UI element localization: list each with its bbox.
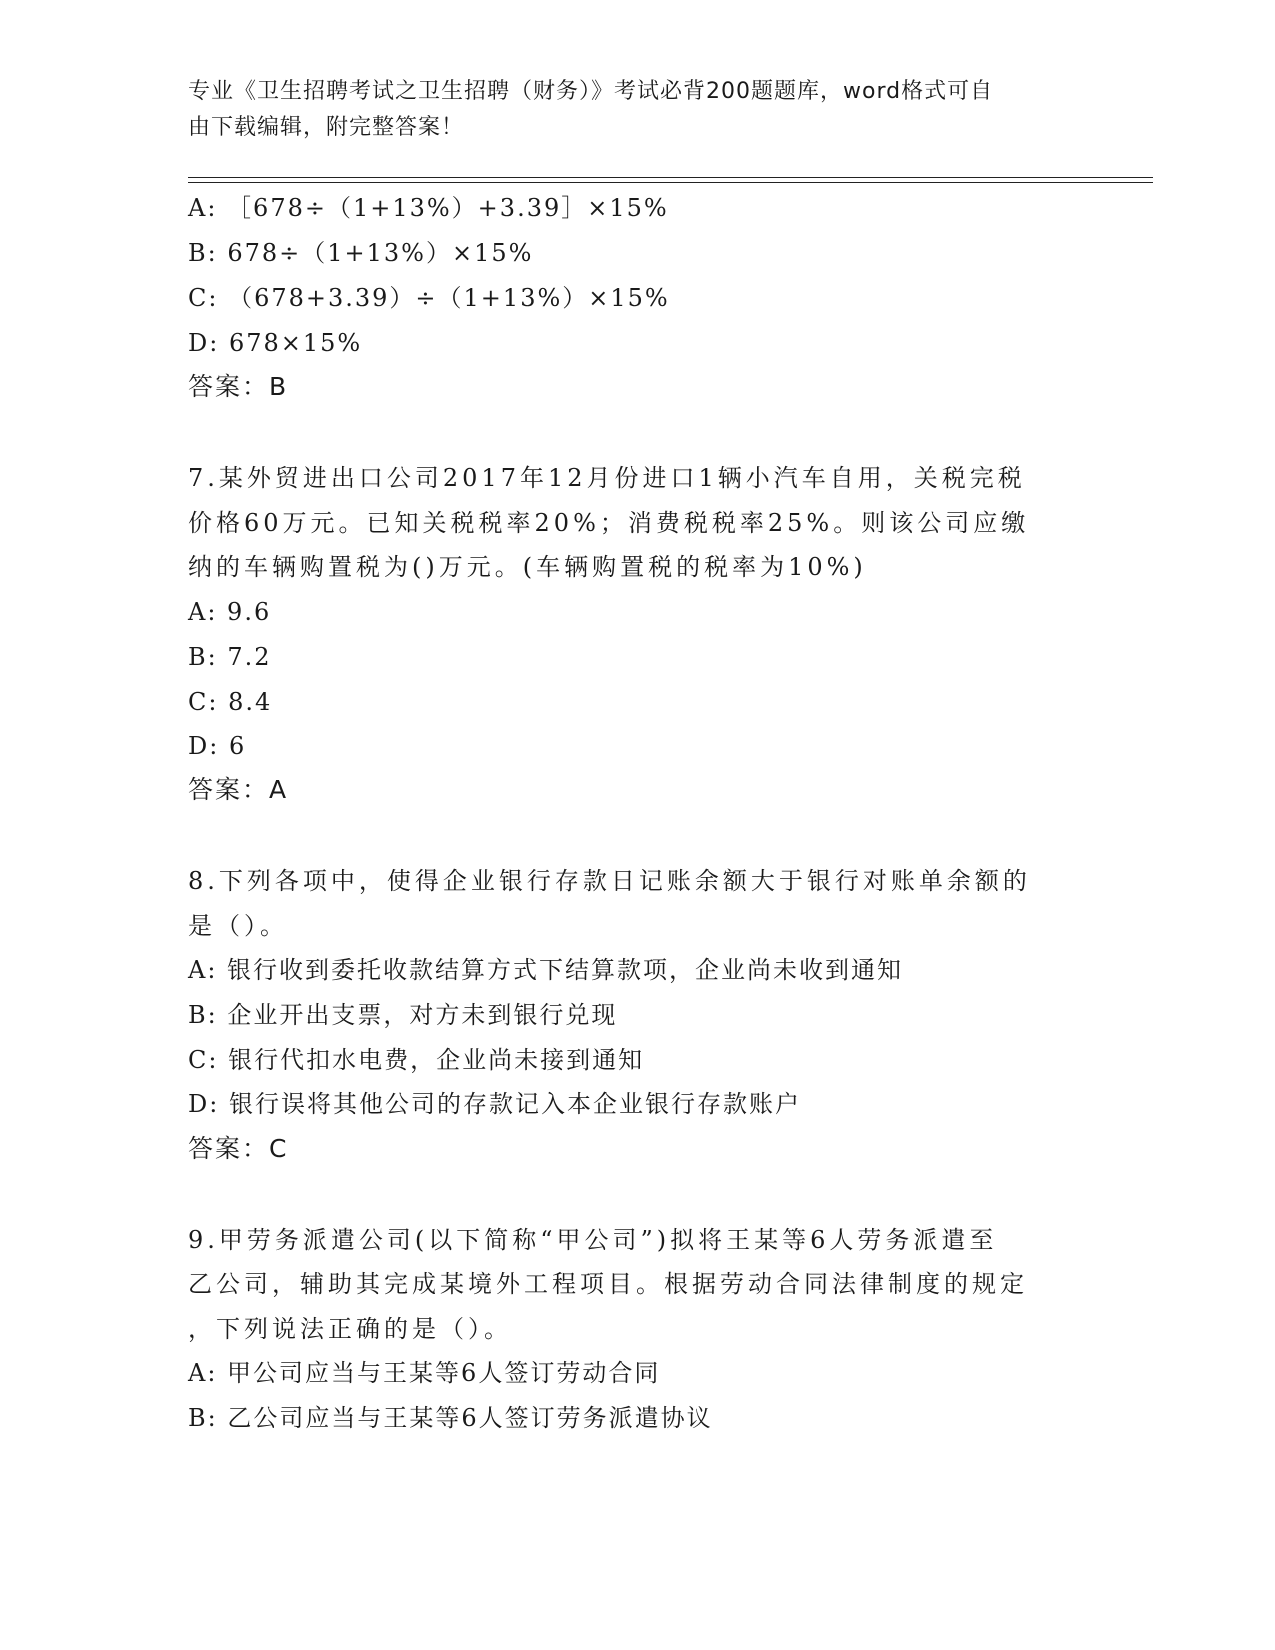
q9-option-b: B: 乙公司应当与王某等6人签订劳务派遣协议 bbox=[188, 1404, 713, 1432]
q7-option-b: B: 7.2 bbox=[188, 643, 272, 671]
q7-text-line-2: 价格60万元。已知关税税率20%；消费税税率25%。则该公司应缴 bbox=[188, 509, 1030, 537]
q8-option-c: C: 银行代扣水电费，企业尚未接到通知 bbox=[188, 1046, 645, 1074]
header-divider-top bbox=[188, 177, 1153, 178]
q6-option-b: B: 678÷（1+13%）×15% bbox=[188, 239, 534, 267]
q7-answer: 答案：A bbox=[188, 775, 289, 804]
q8-option-b: B: 企业开出支票，对方未到银行兑现 bbox=[188, 1001, 618, 1029]
q8-text-line-1: 8.下列各项中，使得企业银行存款日记账余额大于银行对账单余额的 bbox=[188, 867, 1031, 895]
q7-text-line-3: 纳的车辆购置税为()万元。(车辆购置税的税率为10%) bbox=[188, 553, 867, 581]
q7-option-d: D: 6 bbox=[188, 732, 247, 760]
q8-option-a: A: 银行收到委托收款结算方式下结算款项，企业尚未收到通知 bbox=[188, 956, 904, 984]
header-line-1: 专业《卫生招聘考试之卫生招聘（财务）》考试必背200题题库，word格式可自 bbox=[188, 79, 994, 104]
header-line-2: 由下载编辑，附完整答案！ bbox=[188, 115, 465, 140]
q6-option-a: A: ［678÷（1+13%）+3.39］×15% bbox=[188, 194, 669, 222]
q9-text-line-3: ，下列说法正确的是（）。 bbox=[188, 1315, 512, 1343]
q7-option-c: C: 8.4 bbox=[188, 688, 273, 716]
q8-text-line-2: 是（）。 bbox=[188, 912, 288, 940]
q7-option-a: A: 9.6 bbox=[188, 598, 272, 626]
q6-option-c: C: （678+3.39）÷（1+13%）×15% bbox=[188, 284, 670, 312]
q9-option-a: A: 甲公司应当与王某等6人签订劳动合同 bbox=[188, 1359, 661, 1387]
q9-text-line-1: 9.甲劳务派遣公司(以下简称“甲公司”)拟将王某等6人劳务派遣至 bbox=[188, 1226, 998, 1254]
q6-answer: 答案：B bbox=[188, 372, 289, 401]
q6-option-d: D: 678×15% bbox=[188, 329, 363, 357]
q8-answer: 答案：C bbox=[188, 1134, 289, 1163]
document-header bbox=[188, 74, 1068, 146]
q8-option-d: D: 银行误将其他公司的存款记入本企业银行存款账户 bbox=[188, 1090, 801, 1118]
header-divider-bottom bbox=[188, 182, 1153, 183]
q9-text-line-2: 乙公司，辅助其完成某境外工程项目。根据劳动合同法律制度的规定 bbox=[188, 1270, 1028, 1298]
q7-text-line-1: 7.某外贸进出口公司2017年12月份进口1辆小汽车自用，关税完税 bbox=[188, 464, 1026, 492]
